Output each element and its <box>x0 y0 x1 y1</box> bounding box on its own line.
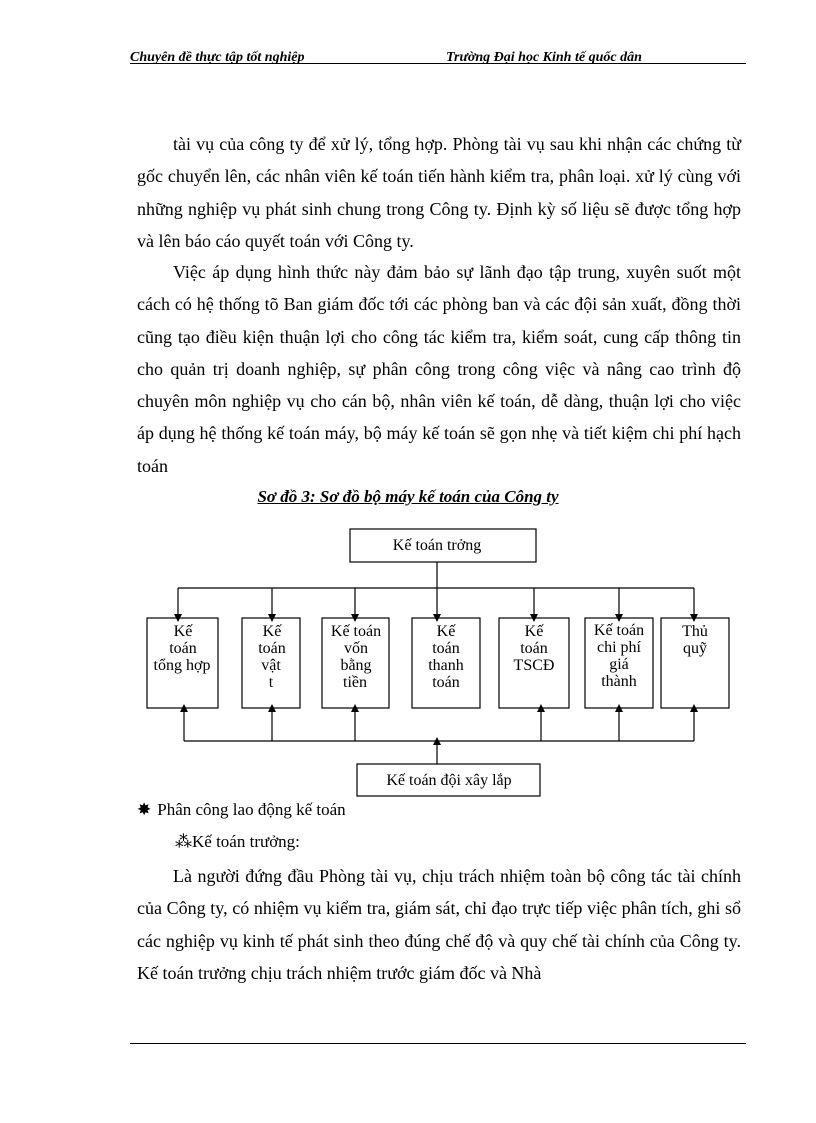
subsection-heading <box>175 832 300 852</box>
box-label-line: vật <box>261 657 281 674</box>
box-label-line: Thủ <box>682 623 708 640</box>
paragraph-3: Là người đứng đầu Phòng tài vụ, chịu trách nhiệm toàn bộ công tác tài chính của Công ty, có nhiệm vụ kiểm tra, giám sát, chỉ đạo trực tiếp việc phân tích, ghi sổ các nghiệp vụ kinh tế phát sinh theo đúng chế độ và quy chế tài chính của Công ty. Kế toán trưởng chịu trách nhiệm trước giám đốc và Nhà <box>137 866 741 983</box>
section-bullet <box>137 800 346 820</box>
box-label-line: toán <box>432 674 460 691</box>
box-label-line: toán <box>258 640 286 657</box>
box-label-line: bằng <box>340 657 372 674</box>
header-left-text: Chuyên đề thực tập tốt nghiệp <box>130 50 305 65</box>
box-label-line: Kế toán <box>593 622 645 639</box>
box-label-line: thành <box>601 673 637 690</box>
box-label-line: tiền <box>343 674 367 691</box>
box-label-line: vốn <box>344 640 368 657</box>
org-chart <box>0 520 816 800</box>
box-label-line: Kế toán <box>330 623 382 640</box>
box-label-line: t <box>268 674 274 691</box>
box-label-line: Kế <box>173 623 193 640</box>
box-label-line: TSCĐ <box>513 657 555 674</box>
box-label-line: Kế <box>262 623 282 640</box>
box-construction-team-label: Kế toán đội xây lắp <box>386 772 512 789</box>
box-label-line: Kế <box>436 623 456 640</box>
box-label-line: toán <box>169 640 197 657</box>
section-bullet-text: Phân công lao động kế toán <box>157 800 346 819</box>
box-chief-accountant-label: Kế toán trởng <box>392 537 482 554</box>
subsection-heading-text: Kế toán trưởng: <box>192 832 300 851</box>
box-label-line: toán <box>520 640 548 657</box>
footer-divider <box>130 1043 746 1044</box>
box-label-line: giá <box>609 656 629 673</box>
box-label-line: chi phí <box>597 639 641 656</box>
box-label-line: quỹ <box>683 640 707 657</box>
header-right-text: Trường Đại học Kinh tế quốc dân <box>446 50 642 65</box>
paragraph-1: tài vụ của công ty để xử lý, tổng hợp. Phòng tài vụ sau khi nhận các chứng từ gốc chuyển lên, các nhân viên kế toán tiến hành kiểm tra, phân loại. xử lý cùng với những nghiệp vụ phát sinh chung trong Công ty. Định kỳ số liệu sẽ được tổng hợp và lên báo cáo quyết toán với Công ty. <box>137 134 741 251</box>
black-flower-bullet-icon: ✸ <box>137 800 152 819</box>
box-label-line: toán <box>432 640 460 657</box>
box-label-line: tổng hợp <box>153 657 211 674</box>
diagram-caption: Sơ đồ 3: Sơ đồ bộ máy kế toán của Công ty <box>257 487 559 506</box>
paragraph-2: Việc áp dụng hình thức này đảm bảo sự lãnh đạo tập trung, xuyên suốt một cách có hệ thống tõ Ban giám đốc tới các phòng ban và các đội sản xuất, đồng thời cũng tạo điều kiện thuận lợi cho công tác kiểm tra, kiểm soát, cung cấp thông tin cho quản trị doanh nghiệp, sự phân công trong công việc và nâng cao trình độ chuyên môn nghiệp vụ cho cán bộ, nhân viên kế toán, dễ dàng, thuận lợi cho việc áp dụng hệ thống kế toán máy, bộ máy kế toán sẽ gọn nhẹ và tiết kiệm chi phí hạch toán <box>137 262 741 476</box>
asterism-icon: ⁂ <box>175 832 192 851</box>
header-divider <box>130 63 746 64</box>
box-label-line: thanh <box>428 657 464 674</box>
box-label-line: Kế <box>524 623 544 640</box>
